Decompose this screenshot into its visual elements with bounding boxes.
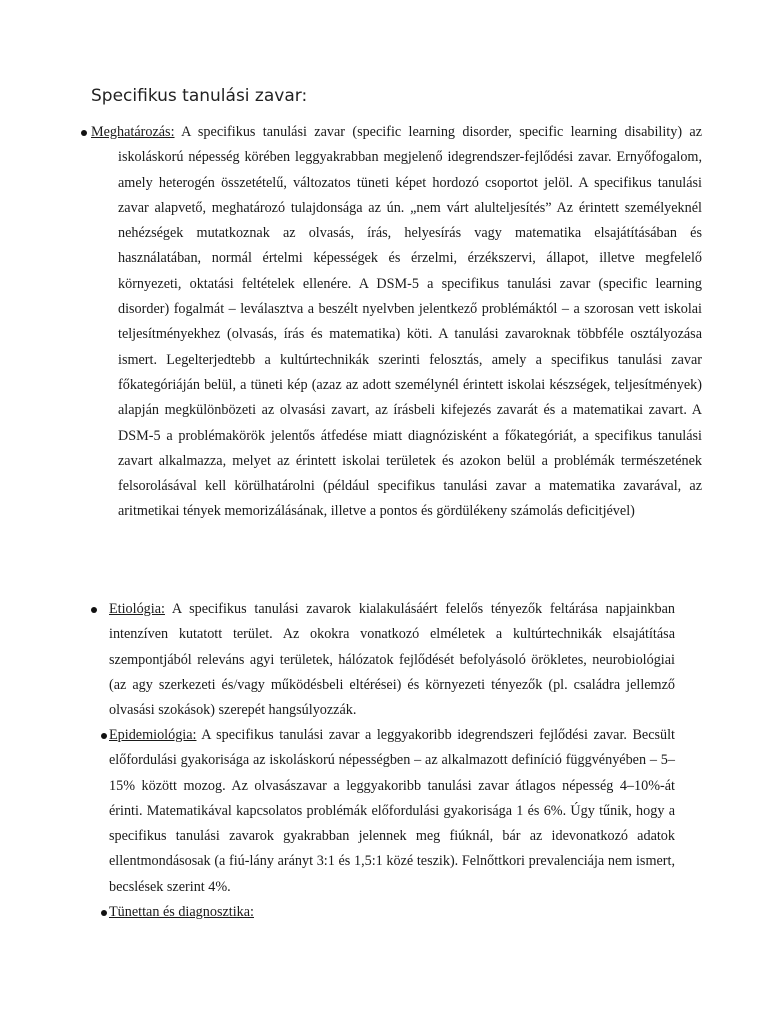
section-definition — [91, 120, 702, 525]
section-etiology — [109, 597, 675, 723]
section-text: A specifikus tanulási zavarok kialakulásáért felelős tényezők feltárása napjainkban intenzíven kutatott terület. Az okokra vonatkozó elméletek a kultúrtechnikák elsajátítása szempontjából releváns agyi területek, hálózatok fejlődését befolyásoló örökletes, neurobiológiai (az agy szerkezeti és/vagy működésbeli eltérései) és környezeti tényezők (pl. családra jellemző olvasási szokások) szerepét hangsúlyozzák. — [109, 601, 675, 719]
section-text: A specifikus tanulási zavar a leggyakoribb idegrendszeri fejlődési zavar. Becsült előfordulási gyakorisága az iskoláskorú népességben – az alkalmazott definíció függvényében – 5–15% között mozog. Az olvasászavar a leggyakoribb tanulási zavar átlagos népesség 4–10%-át érinti. Matematikával kapcsolatos problémák előfordulási gyakorisága 1 és 6%. Úgy tűnik, hogy a specifikus tanulási zavarok gyakrabban jelennek meg fiúknál, bár az idevonatkozó adatok ellentmondásosak (a fiú-lány arányt 3:1 és 1,5:1 közé teszik). Felnőttkori prevalenciája nem ismert, becslések szerint 4%. — [109, 727, 675, 895]
bullet-icon — [101, 910, 107, 916]
section-heading: Etiológia: — [109, 601, 165, 617]
bullet-icon — [101, 733, 107, 739]
page-title: Specifikus tanulási zavar: — [91, 86, 308, 106]
section-epidemiology — [109, 723, 675, 900]
bullet-icon — [91, 607, 97, 613]
section-heading: Meghatározás: — [91, 124, 175, 140]
bullet-icon — [81, 130, 87, 136]
section-heading: Epidemiológia: — [109, 727, 197, 743]
section-symptoms — [109, 900, 675, 925]
section-text: A specifikus tanulási zavar (specific learning disorder, specific learning disability) az iskoláskorú népesség körében leggyakrabban megjelenő idegrendszer-fejlődési zavar. Ernyőfogalom, amely heterogén összetételű, változatos tüneti képet hordozó csoportot jelöl. A specifikus tanulási zavar alapvető, meghatározó tulajdonsága az ún. „nem várt alulteljesítés” Az érintett személyeknél nehézségek mutatkoznak az olvasás, írás, helyesírás vagy matematika elsajátításában és használatában, normál értelmi képességek és érzelmi, érzékszervi, állapot, illetve megfelelő környezeti, oktatási feltételek ellenére. A DSM-5 a specifikus tanulási zavar (specific learning disorder) fogalmát – leválasztva a beszélt nyelvben jelentkező problémáktól – a szorosan vett iskolai teljesítményekhez (olvasás, írás és matematika) köti. A tanulási zavaroknak többféle osztályozása ismert. Legelterjedtebb a kultúrtechnikák szerinti felosztás, amely a specifikus tanulási zavar főkategóriáján belül, a tüneti kép (azaz az adott személynél érintett iskolai készségek, teljesítmények) alapján megkülönbözeti az olvasási zavart, az írásbeli kifejezés zavarát és a matematikai zavart. A DSM-5 a problémakörök jelentős átfedése miatt diagnózisként a főkategóriát, a specifikus tanulási zavart alkalmazza, melyet az érintett iskolai területek és azokon belül a problémák természetének felsorolásával kell körülhatárolni (például specifikus tanulási zavar a matematika zavarával, az aritmetikai tények memorizálásának, illetve a pontos és gördülékeny számolás deficitjével) — [118, 124, 702, 520]
section-heading: Tünettan és diagnosztika: — [109, 904, 254, 920]
